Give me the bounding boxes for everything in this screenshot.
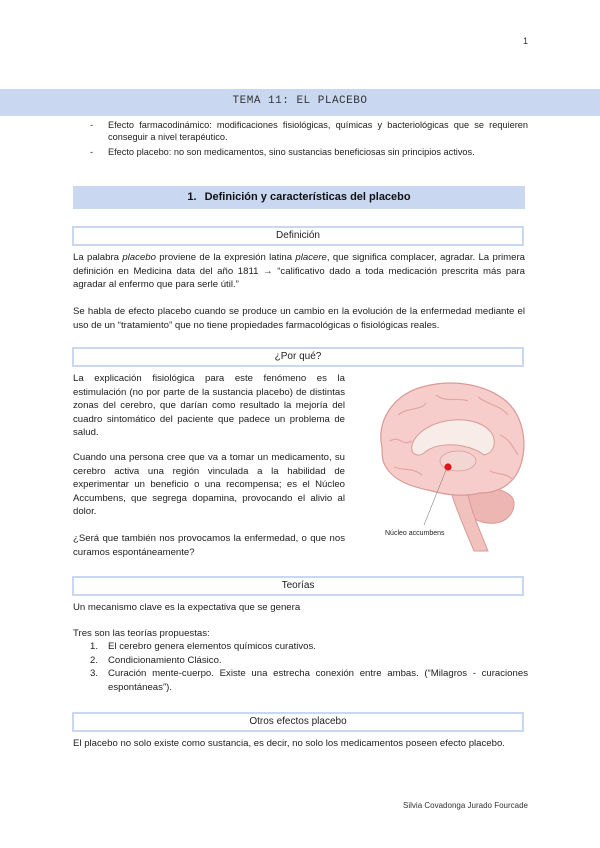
section-header bbox=[73, 186, 525, 209]
list-item: 3. Curación mente-cuerpo. Existe una estrecha conexión entre ambas. (“Milagros - curaciones espontáneas”). bbox=[90, 668, 528, 693]
page-number: 1 bbox=[522, 36, 528, 46]
list-item: 1. El cerebro genera elementos químicos curativos. bbox=[90, 641, 316, 652]
figure-label: Núcleo accumbens bbox=[385, 530, 445, 537]
nucleus-accumbens-marker bbox=[444, 463, 451, 470]
list-item: 2. Condicionamiento Clásico. bbox=[90, 654, 222, 666]
brain-icon bbox=[372, 375, 530, 555]
term-placebo: placebo bbox=[122, 252, 156, 263]
teorias-intro: Un mecanismo clave es la expectativa que se genera bbox=[73, 602, 301, 613]
section-number: 1. bbox=[187, 191, 197, 203]
topic-title: TEMA 11: EL PLACEBO bbox=[232, 95, 368, 107]
footer-author: Silvia Covadonga Jurado Fourcade bbox=[403, 801, 528, 810]
definicion-header: Definición bbox=[72, 226, 524, 246]
intro-bullet-list bbox=[88, 119, 528, 159]
term-placere: placere bbox=[295, 252, 327, 263]
definicion-paragraph-2: Se habla de efecto placebo cuando se produce un cambio en la evolución de la enfermedad mediante el uso de un “tratamiento” que no tiene propiedades farmacológicas o fisiológicas reales. bbox=[73, 306, 525, 331]
brain-illustration bbox=[372, 375, 530, 555]
otros-paragraph: El placebo no solo existe como sustancia, es decir, no solo los medicamentos poseen efecto placebo. bbox=[73, 738, 505, 749]
teorias-list bbox=[88, 640, 528, 694]
teorias-header: Teorías bbox=[72, 576, 524, 596]
definicion-paragraph-1: La palabra placebo proviene de la expresión latina placere, que significa complacer, agradar. La primera definición en Medicina data del año 1811 → “calificativo dado a toda medicación prescrita más para agradar al enfermo que para serle útil.” bbox=[73, 252, 525, 291]
otros-header: Otros efectos placebo bbox=[72, 712, 524, 732]
por-que-paragraph-2: Cuando una persona cree que va a tomar un medicamento, su cerebro activa una región vinculada a la habilidad de experimentar un beneficio o una recompensa; es el Núcleo Accumbens, que segrega dopamina, provocando el alivio al dolor. bbox=[73, 452, 345, 518]
topic-title-banner bbox=[0, 89, 600, 116]
list-item: - Efecto placebo: no son medicamentos, sino sustancias beneficiosas sin principios activos. bbox=[88, 146, 528, 158]
por-que-question: ¿Será que también nos provocamos la enfermedad, o que nos curamos espontáneamente? bbox=[73, 533, 345, 558]
list-item: - Efecto farmacodinámico: modificaciones fisiológicas, químicas y bacteriológicas que se requieren conseguir a nivel terapéutico. bbox=[88, 119, 528, 143]
section-title: Definición y características del placebo bbox=[204, 191, 411, 203]
por-que-paragraph-1: La explicación fisiológica para este fenómeno es la estimulación (no por parte de la sustancia placebo) de distintas zonas del cerebro, que darían como resultado la mejoría del cuadro sintomático del paciente que padece un problema de salud. bbox=[73, 373, 345, 439]
por-que-header: ¿Por qué? bbox=[72, 347, 524, 367]
teorias-lead: Tres son las teorías propuestas: bbox=[73, 628, 210, 639]
